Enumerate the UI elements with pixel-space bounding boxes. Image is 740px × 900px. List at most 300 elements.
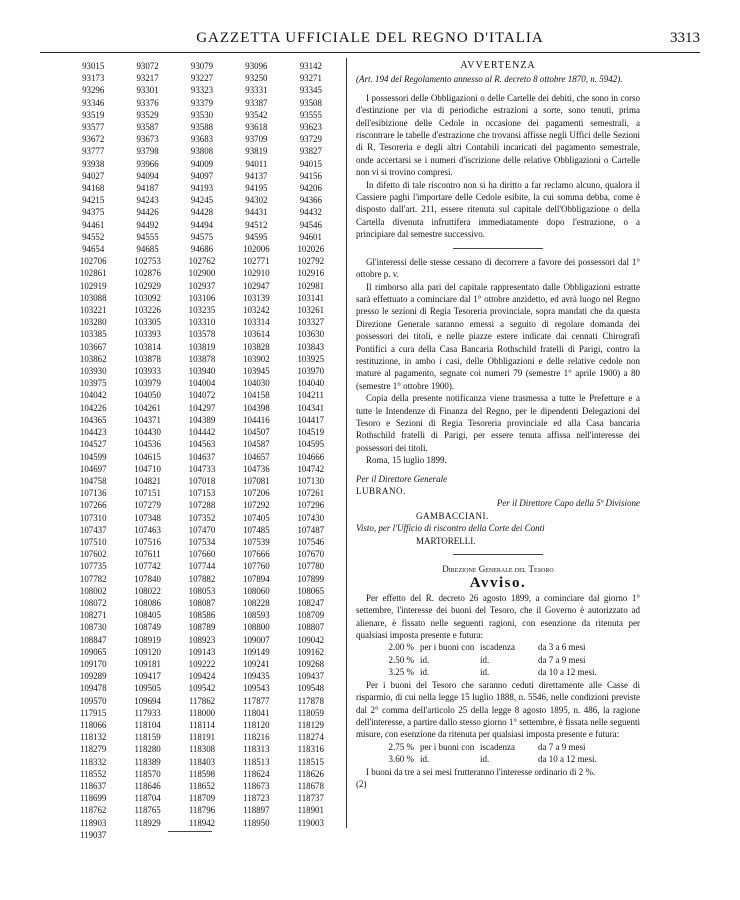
number-cell: 103878 bbox=[188, 353, 216, 364]
number-cell: 93079 bbox=[190, 61, 214, 71]
number-cell: 118678 bbox=[297, 780, 324, 791]
number-cell: 107430 bbox=[297, 512, 325, 523]
number-cell: 94428 bbox=[190, 207, 214, 218]
number-cell: 108405 bbox=[134, 610, 161, 621]
number-cell: 93346 bbox=[82, 97, 105, 108]
number-cell: 104742 bbox=[297, 463, 325, 474]
notice-subtitle: (Art. 194 del Regolamento annesso al R. decreto 8 ottobre 1870, n. 5942). bbox=[356, 74, 623, 85]
number-cell: 104563 bbox=[188, 439, 216, 450]
number-cell: 109435 bbox=[243, 671, 270, 682]
number-cell: 94156 bbox=[299, 170, 322, 181]
rate-text: per i buoni con bbox=[420, 741, 475, 752]
number-cell: 107405 bbox=[243, 512, 270, 523]
number-cell: 104341 bbox=[297, 402, 325, 413]
number-cell: 93227 bbox=[190, 73, 214, 84]
number-cell: 93672 bbox=[82, 134, 105, 145]
signature-role: Per il Direttore Capo della 5ª Divisione bbox=[496, 498, 640, 509]
number-cell: 93015 bbox=[82, 61, 105, 71]
number-cell: 104666 bbox=[297, 451, 325, 462]
table-row bbox=[66, 585, 338, 597]
rate-row bbox=[356, 666, 640, 678]
number-cell: 94426 bbox=[136, 207, 159, 218]
number-cell: 117862 bbox=[188, 695, 216, 706]
number-cell: 102947 bbox=[243, 280, 270, 291]
number-cell: 107261 bbox=[297, 488, 325, 499]
number-cell: 108002 bbox=[79, 585, 107, 596]
number-cell: 93250 bbox=[245, 73, 268, 84]
number-cell: 118114 bbox=[188, 719, 215, 730]
number-cell: 108709 bbox=[297, 610, 325, 621]
number-cell: 103930 bbox=[79, 366, 107, 377]
number-cell: 108086 bbox=[134, 597, 161, 608]
column-divider bbox=[346, 58, 347, 828]
number-cell: 118280 bbox=[134, 744, 161, 755]
number-cell: 94461 bbox=[82, 219, 105, 230]
number-cell: 103305 bbox=[134, 317, 161, 328]
number-cell: 94015 bbox=[299, 158, 322, 169]
body-paragraph: I buoni da tre a sei mesi frutteranno l'interesse ordinario di 2 %. bbox=[366, 766, 596, 777]
number-cell: 109694 bbox=[134, 695, 161, 706]
number-cell: 118120 bbox=[243, 719, 270, 730]
number-cell: 104507 bbox=[243, 427, 270, 438]
table-row bbox=[66, 707, 338, 719]
number-cell: 93683 bbox=[190, 134, 214, 145]
body-paragraph: Per effetto del R. decreto 26 agosto 1899, a cominciare dal giorno 1° settembre, l'interesse dei buoni del Tesoro, che il Governo è autorizzato ad alienare, è fissato nelle seguenti ragioni, con esenzione da ritenuta per qualsiasi imposta presente e futura: bbox=[356, 592, 640, 641]
number-cell: 117877 bbox=[243, 695, 270, 706]
number-cell: 104030 bbox=[243, 378, 270, 389]
gazette-title: GAZZETTA UFFICIALE DEL REGNO D'ITALIA bbox=[196, 30, 544, 46]
number-cell: 93618 bbox=[245, 122, 268, 133]
signature-name: GAMBACCIANI. bbox=[416, 510, 489, 521]
number-cell bbox=[120, 829, 174, 841]
number-cell: 108847 bbox=[79, 634, 107, 645]
notice-title: AVVERTENZA bbox=[460, 60, 536, 71]
number-cell: 94375 bbox=[82, 207, 105, 218]
rate-kind: iscadenza bbox=[480, 642, 515, 653]
body-paragraph: Per i buoni del Tesoro che saranno ceduti direttamente alle Casse di risparmio, di cui nella legge 15 luglio 1888, n. 5546, nelle condizioni previste dal 2° comma dell'articolo 25 della legge 8 agosto 1895, n. 486, la ragione dell'interesse, a partire dallo stesso giorno 1° settembre, è fissata nelle seguenti misure, con esenzione da ritenuta per qualsiasi imposta presente e futura: bbox=[356, 679, 640, 740]
number-cell: 94302 bbox=[245, 195, 268, 206]
number-cell: 102026 bbox=[297, 244, 325, 255]
table-row bbox=[66, 621, 338, 633]
number-cell: 107136 bbox=[79, 488, 107, 499]
date-line: Roma, 15 luglio 1899. bbox=[366, 455, 447, 466]
number-cell: 94654 bbox=[82, 244, 105, 255]
number-cell: 118059 bbox=[297, 707, 324, 718]
number-cell: 107266 bbox=[79, 500, 107, 511]
number-cell: 108800 bbox=[243, 622, 270, 633]
table-row bbox=[66, 524, 338, 536]
number-cell: 118129 bbox=[297, 719, 324, 730]
number-cell: 104587 bbox=[243, 439, 270, 450]
number-cell: 108271 bbox=[79, 610, 107, 621]
number-cell: 108789 bbox=[188, 622, 216, 633]
rate-kind: id. bbox=[480, 754, 490, 765]
table-row bbox=[66, 158, 338, 170]
number-cell: 94193 bbox=[190, 183, 214, 194]
number-cell: 93379 bbox=[190, 97, 214, 108]
number-cell: 93096 bbox=[245, 61, 268, 71]
number-cell: 108087 bbox=[188, 597, 216, 608]
rate-rate: 3.25 % bbox=[388, 667, 414, 678]
number-cell: 118765 bbox=[134, 805, 161, 816]
number-cell: 107539 bbox=[243, 536, 270, 547]
table-row bbox=[66, 170, 338, 182]
table-row bbox=[66, 121, 338, 133]
table-row bbox=[66, 499, 338, 511]
number-cell: 104050 bbox=[134, 390, 161, 401]
number-cell: 102981 bbox=[297, 280, 325, 291]
number-cell: 103221 bbox=[79, 305, 107, 316]
table-row bbox=[66, 328, 338, 340]
number-cell: 93777 bbox=[82, 146, 105, 157]
number-cell: 118513 bbox=[243, 756, 270, 767]
table-row bbox=[66, 72, 338, 84]
number-cell: 103088 bbox=[79, 292, 107, 303]
number-cell: 104416 bbox=[243, 414, 270, 425]
footnote: (2) bbox=[356, 778, 367, 789]
number-cell: 94187 bbox=[136, 183, 159, 194]
number-cell: 103614 bbox=[243, 329, 270, 340]
number-cell: 104423 bbox=[79, 427, 107, 438]
body-paragraph: Gl'interessi delle stesse cessano di decorrere a favore dei possessori dal 1° ottobre p. v. bbox=[356, 256, 640, 280]
number-cell: 104297 bbox=[188, 402, 216, 413]
number-cell: 109570 bbox=[79, 695, 107, 706]
table-row bbox=[66, 414, 338, 426]
number-cell: 109478 bbox=[79, 683, 107, 694]
number-cell: 107296 bbox=[297, 500, 325, 511]
number-cell: 118216 bbox=[243, 732, 270, 743]
number-cell: 107660 bbox=[188, 549, 216, 560]
number-cell: 103261 bbox=[297, 305, 325, 316]
number-cell: 109505 bbox=[134, 683, 161, 694]
number-cell: 94097 bbox=[190, 170, 214, 181]
table-row bbox=[66, 756, 338, 768]
number-cell: 103235 bbox=[188, 305, 216, 316]
number-cell: 103933 bbox=[134, 366, 161, 377]
number-cell: 93530 bbox=[190, 109, 214, 120]
table-row bbox=[66, 219, 338, 231]
number-cell: 119003 bbox=[297, 817, 324, 828]
number-cell: 102876 bbox=[134, 268, 161, 279]
number-cell: 107742 bbox=[134, 561, 161, 572]
number-cell: 107485 bbox=[243, 524, 270, 535]
page-header bbox=[40, 28, 700, 53]
section-heading: Direzione Generale del Tesoro bbox=[442, 564, 554, 575]
table-row bbox=[66, 255, 338, 267]
number-cell: 104536 bbox=[134, 439, 161, 450]
number-cell: 118624 bbox=[243, 768, 270, 779]
number-cell: 118646 bbox=[134, 780, 161, 791]
table-row bbox=[66, 609, 338, 621]
number-cell: 93072 bbox=[136, 61, 159, 71]
number-cell: 103092 bbox=[134, 292, 161, 303]
number-cell: 94245 bbox=[190, 195, 214, 206]
number-cell: 104710 bbox=[134, 463, 161, 474]
rate-range: da 7 a 9 mesi bbox=[538, 741, 586, 752]
number-cell: 118159 bbox=[134, 732, 161, 743]
number-grid bbox=[66, 60, 338, 841]
number-cell: 102771 bbox=[243, 256, 270, 267]
number-cell: 94094 bbox=[136, 170, 159, 181]
number-cell: 108730 bbox=[79, 622, 107, 633]
number-cell: 93808 bbox=[190, 146, 214, 157]
table-row bbox=[66, 145, 338, 157]
number-cell: 94206 bbox=[299, 183, 322, 194]
signature-role: Per il Direttore Generale bbox=[356, 473, 448, 484]
rates-list bbox=[356, 641, 640, 678]
number-cell: 107018 bbox=[188, 475, 216, 486]
number-cell: 103106 bbox=[188, 292, 216, 303]
number-cell: 107292 bbox=[243, 500, 270, 511]
number-cell: 102753 bbox=[134, 256, 161, 267]
number-cell: 93709 bbox=[245, 134, 268, 145]
number-cell: 93296 bbox=[82, 85, 105, 96]
number-cell: 107602 bbox=[79, 549, 107, 560]
number-cell: 103970 bbox=[297, 366, 325, 377]
number-cell: 117933 bbox=[134, 707, 161, 718]
number-cell: 103902 bbox=[243, 353, 270, 364]
number-cell: 118699 bbox=[80, 793, 107, 804]
number-cell: 108807 bbox=[297, 622, 325, 633]
table-row bbox=[66, 365, 338, 377]
table-row bbox=[66, 560, 338, 572]
number-cell: 102916 bbox=[297, 268, 325, 279]
divider bbox=[453, 248, 543, 249]
rate-kind: id. bbox=[480, 654, 490, 665]
number-cell: 94168 bbox=[82, 183, 105, 194]
number-cell: 93673 bbox=[136, 134, 159, 145]
number-cell: 107437 bbox=[79, 524, 107, 535]
number-cell: 94512 bbox=[245, 219, 268, 230]
number-cell: 107463 bbox=[134, 524, 161, 535]
number-cell bbox=[229, 829, 283, 841]
rate-range: da 7 a 9 mesi bbox=[538, 654, 586, 665]
notice-paragraph: I possessori delle Obbligazioni o delle Cartelle dei debiti, che sono in corso d'estinzione per via di periodiche estrazioni a sorte, sono tenuti, prima dell'esibizione delle Cedole in occasione dei pagamenti semestrali, a riscontrare le tabelle d'estrazione che trovansi affisse negli Uffici delle Sezioni di R. Tesoreria e degli altri Contabili incaricati del pagamento semestrale, onde accertarsi se i numeri d'iscrizione delle relative Obbligazioni o Cartelle non vi si trovino compresi. bbox=[356, 92, 640, 178]
number-cell: 103578 bbox=[188, 329, 216, 340]
number-cell: 109181 bbox=[134, 658, 161, 669]
number-cell: 94137 bbox=[245, 170, 268, 181]
number-cell: 108022 bbox=[134, 585, 161, 596]
number-cell: 94552 bbox=[82, 231, 105, 242]
table-row bbox=[66, 768, 338, 780]
number-cell: 103141 bbox=[297, 292, 325, 303]
number-cell: 102919 bbox=[79, 280, 107, 291]
table-row bbox=[66, 731, 338, 743]
number-cell: 107348 bbox=[134, 512, 161, 523]
number-cell: 107546 bbox=[297, 536, 325, 547]
rate-range: da 10 a 12 mesi. bbox=[538, 667, 597, 678]
number-cell: 118104 bbox=[134, 719, 161, 730]
number-cell: 108065 bbox=[297, 585, 325, 596]
number-cell: 93966 bbox=[136, 158, 159, 169]
table-row bbox=[66, 792, 338, 804]
number-cell: 93529 bbox=[136, 109, 159, 120]
body-paragraph: Copia della presente notificanza viene trasmessa a tutte le Prefetture e a tutte le Intendenze di Finanza del Regno, per le dipendenti Delegazioni del Tesoro e Sezioni di Regia Tesoreria provinciale ed alla Casa bancaria Rothschild fratelli di Parigi, per essere tenuta affissa nell'interesse dei possessori dei titoli. bbox=[356, 393, 640, 453]
table-row bbox=[66, 194, 338, 206]
number-cell: 94366 bbox=[299, 195, 322, 206]
number-cell: 102762 bbox=[188, 256, 216, 267]
number-cell: 93387 bbox=[245, 97, 268, 108]
number-cell: 118942 bbox=[188, 817, 216, 828]
end-rule bbox=[168, 831, 212, 832]
table-row bbox=[66, 512, 338, 524]
number-cell: 93142 bbox=[299, 61, 322, 71]
table-row bbox=[66, 451, 338, 463]
number-cell: 103314 bbox=[243, 317, 270, 328]
rate-row bbox=[356, 641, 640, 653]
number-cell: 118132 bbox=[80, 732, 107, 743]
number-cell: 108247 bbox=[297, 597, 325, 608]
number-cell: 107780 bbox=[297, 561, 325, 572]
right-column bbox=[356, 60, 640, 790]
number-cell: 104158 bbox=[243, 390, 270, 401]
number-cell: 104595 bbox=[297, 439, 325, 450]
number-cell: 109007 bbox=[243, 634, 270, 645]
number-cell: 107288 bbox=[188, 500, 216, 511]
table-row bbox=[66, 280, 338, 292]
table-row bbox=[66, 780, 338, 792]
number-cell: 104261 bbox=[134, 402, 161, 413]
number-cell: 118403 bbox=[188, 756, 216, 767]
number-cell: 103979 bbox=[134, 378, 161, 389]
rate-text: id. bbox=[420, 754, 430, 765]
number-cell: 107206 bbox=[243, 488, 270, 499]
number-cell: 109548 bbox=[297, 683, 325, 694]
rate-kind: iscadenza bbox=[480, 741, 515, 752]
rate-rate: 3.60 % bbox=[388, 754, 414, 765]
table-row bbox=[66, 316, 338, 328]
number-cell: 93555 bbox=[299, 109, 322, 120]
number-cell: 118626 bbox=[297, 768, 324, 779]
number-cell: 104736 bbox=[243, 463, 270, 474]
number-cell: 107670 bbox=[297, 549, 325, 560]
table-row bbox=[66, 743, 338, 755]
number-cell: 107666 bbox=[243, 549, 270, 560]
number-cell: 104211 bbox=[297, 390, 324, 401]
rate-text: id. bbox=[420, 667, 430, 678]
number-cell: 94431 bbox=[245, 207, 268, 218]
number-cell: 94601 bbox=[299, 231, 322, 242]
number-cell: 118673 bbox=[243, 780, 270, 791]
number-cell: 103280 bbox=[79, 317, 107, 328]
number-cell: 103327 bbox=[297, 317, 325, 328]
number-cell: 104599 bbox=[79, 451, 107, 462]
number-cell: 118041 bbox=[243, 707, 270, 718]
number-cell: 104365 bbox=[79, 414, 107, 425]
rate-text: per i buoni con bbox=[420, 642, 475, 653]
number-cell: 104697 bbox=[79, 463, 107, 474]
number-cell: 102910 bbox=[243, 268, 270, 279]
number-cell: 94195 bbox=[245, 183, 268, 194]
number-cell: 107081 bbox=[243, 475, 270, 486]
number-cell: 102937 bbox=[188, 280, 216, 291]
number-cell: 118274 bbox=[297, 732, 324, 743]
number-cell: 93588 bbox=[190, 122, 214, 133]
avviso-title: Avviso. bbox=[469, 575, 527, 592]
number-cell: 103310 bbox=[188, 317, 216, 328]
number-cell: 118796 bbox=[188, 805, 216, 816]
number-cell: 104527 bbox=[79, 439, 107, 450]
number-cell: 93301 bbox=[136, 85, 159, 96]
number-cell: 109542 bbox=[188, 683, 216, 694]
number-cell: 118897 bbox=[243, 805, 270, 816]
notice-paragraph: In difetto di tale riscontro non si ha diritto a far reclamo alcuno, qualora il Cassiere paghi l'importare delle Cedole esibite, la cui somma debba, come è disposto dall'art. 211, essere ritenuta sul capitale dell'Obbligazione o della Cartella divenuta infruttifera immediatamente dopo l'estrazione, o a principiare dal semestre successivo. bbox=[356, 179, 640, 240]
number-cell: 93323 bbox=[190, 85, 214, 96]
number-cell: 107130 bbox=[297, 475, 325, 486]
rate-range: da 3 a 6 mesi bbox=[538, 642, 586, 653]
number-cell: 93729 bbox=[299, 134, 322, 145]
number-cell: 108053 bbox=[188, 585, 216, 596]
number-cell: 104072 bbox=[188, 390, 216, 401]
number-cell: 107534 bbox=[188, 536, 216, 547]
table-row bbox=[66, 719, 338, 731]
number-cell: 93508 bbox=[299, 97, 322, 108]
table-row bbox=[66, 646, 338, 658]
number-cell: 104821 bbox=[134, 475, 161, 486]
number-cell: 103945 bbox=[243, 366, 270, 377]
table-row bbox=[66, 817, 338, 829]
number-cell: 103878 bbox=[134, 353, 161, 364]
number-cell: 109241 bbox=[243, 658, 270, 669]
number-cell: 109042 bbox=[297, 634, 325, 645]
number-cell: 107153 bbox=[188, 488, 216, 499]
number-cell: 109170 bbox=[79, 658, 107, 669]
number-cell: 103862 bbox=[79, 353, 107, 364]
number-cell: 108593 bbox=[243, 610, 270, 621]
table-row bbox=[66, 634, 338, 646]
number-cell: 118598 bbox=[188, 768, 216, 779]
number-cell: 104733 bbox=[188, 463, 216, 474]
number-cell: 104430 bbox=[134, 427, 161, 438]
visto-line: Visto, per l'Ufficio di riscontro della Corte dei Conti bbox=[356, 523, 545, 534]
number-cell: 109149 bbox=[243, 646, 270, 657]
number-cell: 108923 bbox=[188, 634, 216, 645]
number-cell: 118515 bbox=[297, 756, 324, 767]
rate-row bbox=[356, 654, 640, 666]
number-cell: 103843 bbox=[297, 341, 325, 352]
table-row bbox=[66, 267, 338, 279]
table-row bbox=[66, 695, 338, 707]
number-cell: 108586 bbox=[188, 610, 216, 621]
table-row bbox=[66, 243, 338, 255]
number-cell: 118723 bbox=[243, 793, 270, 804]
number-cell: 107151 bbox=[134, 488, 161, 499]
number-cell: 107840 bbox=[134, 573, 161, 584]
table-row bbox=[66, 597, 338, 609]
number-cell: 102706 bbox=[79, 256, 107, 267]
table-row bbox=[66, 402, 338, 414]
rate-rate: 2.75 % bbox=[388, 741, 414, 752]
table-row bbox=[66, 804, 338, 816]
body-paragraph: Il rimborso alla pari del capitale rappresentato dalle Obbligazioni estratte sarà effettuato a cominciare dal 1° ottobre anzidetto, ed avrà luogo nel Regno presso le sezioni di Regia Tesoreria provinciale, sopra mandati che da questa Direzione Generale saranno emessi a seguito di regolare domanda dei possessori dei titoli, e nelle piazze estere indicate dai cennati Chirografi Pontifici a cura della Casa Bancaria Rothschild fratelli di Parigi, contro la restituzione, in ambo i casi, delle Obbligazioni e delle relative cedole non mature al pagamento, segnate coi numeri 79 (semestre 1° aprile 1900) a 80 (semestre 1° ottobre 1900). bbox=[356, 281, 640, 391]
number-cell: 103828 bbox=[243, 341, 270, 352]
table-row bbox=[66, 84, 338, 96]
number-cell: 109222 bbox=[188, 658, 216, 669]
number-cell: 118704 bbox=[134, 793, 161, 804]
number-cell: 104389 bbox=[188, 414, 216, 425]
number-cell: 102861 bbox=[79, 268, 107, 279]
number-cell: 93376 bbox=[136, 97, 159, 108]
number-cell: 94011 bbox=[245, 158, 268, 169]
number-cell: 118552 bbox=[80, 768, 107, 779]
number-cell: 104442 bbox=[188, 427, 216, 438]
signature-name: MARTORELLI. bbox=[416, 535, 476, 546]
number-cell: 104371 bbox=[134, 414, 161, 425]
number-cell: 118709 bbox=[188, 793, 216, 804]
number-cell: 103975 bbox=[79, 378, 107, 389]
number-cell: 94685 bbox=[136, 244, 159, 255]
number-cell: 93623 bbox=[299, 122, 322, 133]
